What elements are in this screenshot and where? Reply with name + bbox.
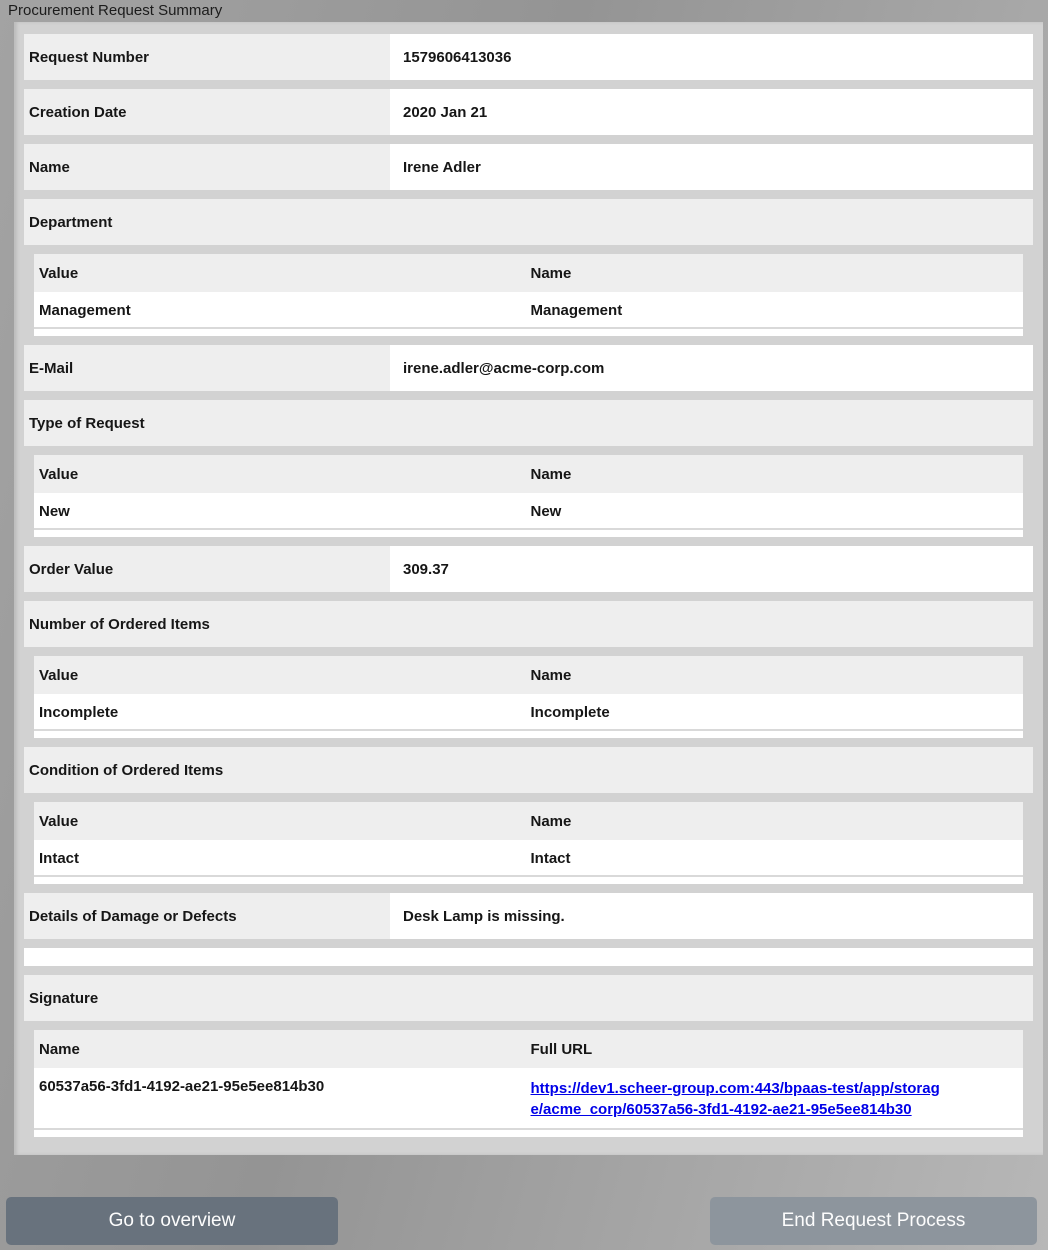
- column-header: Value: [39, 666, 79, 684]
- field-row-creation-date: [24, 89, 1033, 135]
- section-header-department: Department: [24, 199, 1033, 245]
- column-header: Name: [530, 465, 572, 483]
- field-value: irene.adler@acme-corp.com: [390, 345, 1033, 391]
- field-value: 2020 Jan 21: [390, 89, 1033, 135]
- subtable-header-row: [34, 455, 1023, 493]
- section-header-signature: Signature: [24, 975, 1033, 1021]
- field-label: E-Mail: [24, 345, 390, 391]
- cell-name: Intact: [530, 850, 571, 867]
- signature-name-cell: 60537a56-3fd1-4192-ae21-95e5ee814b30: [39, 1078, 325, 1095]
- field-value: Irene Adler: [390, 144, 1033, 190]
- cell-value: Intact: [39, 850, 80, 867]
- field-label: Request Number: [24, 34, 390, 80]
- field-row-name: [24, 144, 1033, 190]
- page-title: Procurement Request Summary: [8, 2, 223, 19]
- column-header: Name: [530, 666, 572, 684]
- field-label: Order Value: [24, 546, 390, 592]
- go-to-overview-button[interactable]: Go to overview: [6, 1197, 338, 1245]
- table-row: [34, 296, 1023, 329]
- cell-value: Incomplete: [39, 704, 119, 721]
- field-label: Creation Date: [24, 89, 390, 135]
- subtable-signature: [34, 1030, 1023, 1137]
- subtable-number-of-ordered-items: [34, 656, 1023, 738]
- end-request-process-button[interactable]: End Request Process: [710, 1197, 1037, 1245]
- subtable-header-row: [34, 802, 1023, 840]
- field-row-request-number: [24, 34, 1033, 80]
- subtable-header-row: [34, 656, 1023, 694]
- subtable-condition-of-ordered-items: [34, 802, 1023, 884]
- column-header: Value: [39, 465, 79, 483]
- section-header-type-of-request: Type of Request: [24, 400, 1033, 446]
- cell-value: New: [39, 503, 70, 520]
- field-row-order-value: [24, 546, 1033, 592]
- field-row-details-of-damage: [24, 893, 1033, 939]
- table-row: [34, 1072, 1023, 1130]
- subtable-header-row: [34, 1030, 1023, 1068]
- subtable-department: [34, 254, 1023, 336]
- table-row: [34, 844, 1023, 877]
- field-label: Name: [24, 144, 390, 190]
- cell-name: Incomplete: [530, 704, 610, 721]
- column-header: Value: [39, 812, 79, 830]
- cell-name: New: [530, 503, 562, 520]
- signature-url-link[interactable]: https://dev1.scheer-group.com:443/bpaas-test/app/storage/acme_corp/60537a56-3fd1-4192-ae21-95e5ee814b30: [530, 1080, 940, 1118]
- column-header: Full URL: [530, 1040, 593, 1058]
- column-header: Value: [39, 264, 79, 282]
- table-row: [34, 698, 1023, 731]
- subtable-type-of-request: [34, 455, 1023, 537]
- section-header-condition-of-ordered-items: Condition of Ordered Items: [24, 747, 1033, 793]
- subtable-header-row: [34, 254, 1023, 292]
- cell-value: Management: [39, 302, 131, 319]
- column-header: Name: [530, 812, 572, 830]
- field-value: Desk Lamp is missing.: [390, 893, 1033, 939]
- empty-row: [24, 948, 1033, 966]
- cell-name: Management: [530, 302, 623, 319]
- column-header: Name: [39, 1040, 80, 1058]
- summary-panel: [14, 22, 1043, 1155]
- field-value: 1579606413036: [390, 34, 1033, 80]
- field-value: 309.37: [390, 546, 1033, 592]
- signature-url-cell: [529, 1078, 1024, 1120]
- column-header: Name: [530, 264, 572, 282]
- section-header-number-of-ordered-items: Number of Ordered Items: [24, 601, 1033, 647]
- field-label: Details of Damage or Defects: [24, 893, 390, 939]
- field-row-email: [24, 345, 1033, 391]
- table-row: [34, 497, 1023, 530]
